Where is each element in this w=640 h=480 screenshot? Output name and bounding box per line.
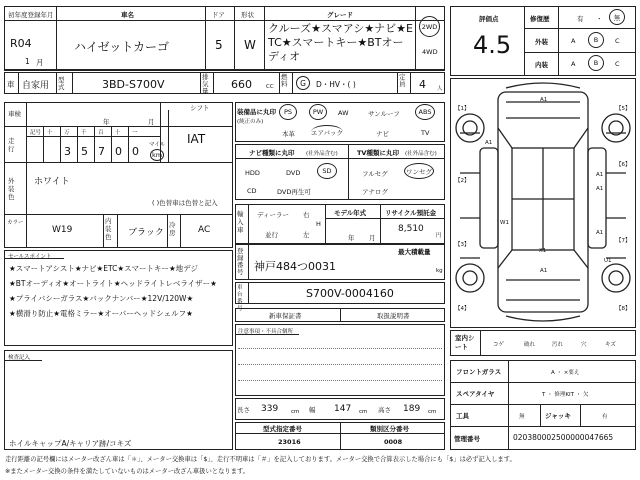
car-name: ハイゼットカーゴ [74,40,170,54]
interior-grade-a: A [571,60,576,68]
side-mark-8: 【8】 [616,306,631,312]
recycle-label: リサイクル預託金 [385,209,437,217]
displacement: 660 [231,78,252,91]
seat-kizu: キズ [605,342,616,348]
mileage-unit-km-circled: km [151,151,163,159]
side-mark-4: 【4】 [455,306,470,312]
exterior-grade-a: A [571,37,576,45]
damage-w1: W1 [500,220,509,226]
mileage-col-label: 一 [132,130,138,136]
notes-label: 注意事項・不具合個所 [238,329,294,335]
spare-tire-label: スペアタイヤ [456,390,495,398]
doors-label: ドア [212,11,225,19]
equip-aw: AW [338,109,349,117]
damage-a1-front: A1 [596,230,604,236]
reg-era-year: R04 [10,37,32,50]
equip-tv: TV [421,129,430,137]
color-code-label: カラー [7,220,24,226]
grade-label: グレード [327,11,353,19]
equip-ps-circled: PS [279,104,297,120]
score-value: 4.5 [473,31,512,59]
mileage-col-label: 十 [115,130,121,136]
drive-4wd: 4WD [422,48,438,56]
width-value: 147 [334,404,352,414]
seat-koge: コゲ [493,342,505,348]
footer-line-1: 走行距離の記号欄にはメーター改ざん車は「＊」、メーター交換車は「$」、走行不明車は「＃」を記入しております。メーター交換で合算表示した場合にも「$」は必ず記入します。 [5,456,516,463]
side-mark-7: 【7】 [616,238,631,244]
new-warranty-label: 新車保証書 [269,312,302,320]
import-dealer: ディーラー [257,211,289,219]
max-load-kg: kg [436,268,443,274]
mileage-digit: 7 [98,145,105,158]
shift-label: シフト [190,104,210,112]
equip-abs-circled: ABS [415,104,435,120]
car-name-label: 車名 [121,11,134,19]
interior-grade-circled: B [588,55,604,71]
mileage-col-label: 十 [47,130,53,136]
inspection-year: 年 [103,118,110,126]
damage-a1-bottom: A1 [540,268,548,274]
fuel-label: 燃料 [281,73,288,88]
exterior-color: ホワイト [34,177,70,187]
mileage-col-label: 千 [81,130,87,136]
exterior-grade-circled: B [588,32,604,48]
chassis-label: 車台番号 [237,285,243,312]
seat-yogore: 汚れ [552,342,564,348]
shape-label: 形状 [241,11,254,19]
persons-unit: 人 [437,86,443,92]
inspection-label: 車検 [8,110,21,118]
ac-value: AC [198,225,211,235]
sales-point-line-1: ★スマートアシスト★ナビ★ETC★スマートキー★地デジ [9,264,199,273]
manual-label: 取扱説明書 [377,312,410,320]
navi-dvd: DVD [286,169,301,177]
exterior-grade-c: C [615,37,620,45]
mileage-col-label: 百 [98,130,104,136]
inspector-label: 検査記入 [8,355,31,361]
front-glass-label: フロントガラス [456,368,502,376]
shape: W [244,38,256,52]
drive-2wd-circled: 2WD [419,16,440,37]
repair-label: 修復歴 [530,15,550,23]
ac-label: 冷房 [169,221,176,237]
displacement-label: 排気量 [202,73,209,95]
equip-sunroof: サンルーフ [368,110,400,118]
side-mark-5: 【5】 [616,106,631,112]
import-label: 輸入車 [237,210,244,234]
use: 自家用 [22,81,50,91]
reg-year-label: 初年度登録年月 [8,11,54,19]
recycle-value: 8,510 [398,224,424,234]
import-left: 左 [303,231,310,239]
jack-value: 有 [602,414,608,420]
tools-value: 無 [519,414,525,420]
vehicle-type: 車 [7,80,15,89]
length-unit: cm [291,409,300,415]
seat-label: 室内シート [455,334,475,351]
height-unit: cm [428,409,437,415]
model-label: 型式 [58,76,65,91]
damage-u1: U1 [604,258,612,264]
length-value: 339 [261,404,279,414]
score-label: 評価点 [479,15,499,23]
max-load-label: 最大積載量 [398,248,431,256]
interior-grade-c: C [615,60,620,68]
mileage-col-label: 万 [64,130,70,136]
side-mark-6: 【6】 [616,162,631,168]
model-year-year: 年 [348,234,355,242]
equip-airbag-partial-circle: エアバック [311,125,343,139]
length-label: 長さ [237,406,250,414]
mileage-digit: 0 [132,145,139,158]
row2-box [4,72,445,94]
tv-label: TV種類に丸印 [357,149,399,157]
inspection-month: 月 [148,118,155,126]
navi-sub: (社外品含む) [306,151,338,157]
class-label: 類別区分番号 [370,425,409,433]
control-label: 管理番号 [454,435,480,443]
sales-point-line-4: ★横滑り防止★電格ミラー★オーバーヘッドシェルフ★ [9,309,193,318]
sales-point-line-2: ★BTオーディオ★オートライト★ヘッドライトレベライザー★ [9,279,217,288]
equip-pw-circled: PW [309,104,327,120]
designation-label: 型式指定番号 [263,425,302,433]
mileage-digit: 3 [64,145,71,158]
tools-label: 工具 [456,412,469,420]
mileage-col-label: 記号 [30,130,42,136]
damage-a1-right2: A1 [596,186,604,192]
mileage-mile-label: マイル [149,142,166,148]
mileage-digit: 0 [115,145,122,158]
tv-sub: (社外品含む) [405,151,437,157]
spare-tire-value: T ・ 修理KIT ・ 欠 [542,392,589,398]
shift-value: IAT [187,132,206,146]
fuel-options: D・HV・( ) [316,80,356,89]
interior-color: ブラック [128,228,164,238]
equipment-sub: (純正のみ) [237,119,264,125]
doors: 5 [215,38,223,52]
import-right: 右 [303,211,310,219]
import-handle: H [316,220,321,228]
interior-grade-label: 内装 [535,61,548,69]
model-year-label: モデル年式 [334,209,367,217]
damage-a1-right: A1 [596,172,604,178]
tv-fullseg: フルセグ [362,170,388,178]
inspector-box [4,350,233,450]
equip-leather: 本革 [282,130,295,138]
seat-ana: 穴 [581,342,587,348]
side-mark-1: 【1】 [455,106,470,112]
reg-month: 1 [25,57,30,66]
navi-sd-circled: SD [317,163,337,179]
model-year-month: 月 [369,234,376,242]
car-diagram [450,78,636,328]
grade-value: クルーズ★スマアシ★ナビ★ETC★スマートキー★BTオーディオ [268,22,413,63]
chassis-value: S700V-0004160 [306,287,394,300]
repair-none-circled: 無 [609,9,625,25]
navi-cd: CD [247,187,257,195]
model: 3BD-S700V [102,78,165,91]
registration-label: 登録番号 [237,247,244,276]
navi-hdd: HDD [245,169,260,177]
cc-unit: CC [266,84,274,90]
exterior-grade-label: 外装 [535,38,548,46]
capacity: 4 [419,78,426,91]
width-label: 幅 [309,406,316,414]
equip-navi: ナビ [376,130,389,138]
height-value: 189 [403,404,421,414]
seat-yabure: 破れ [524,342,536,348]
mileage-digit: 5 [81,145,88,158]
navi-label: ナビ種類に丸印 [249,149,295,157]
jack-label: ジャッキ [545,412,571,420]
navi-dvd-play: DVD再生可 [277,188,311,196]
tv-oneseg-circled: ワンセグ [404,163,434,179]
damage-a1-left: A1 [485,140,493,146]
damage-x1: X1 [539,248,547,254]
registration-value: 神戸484つ0031 [254,260,336,273]
inspector-comment: ホイルキャップA/キャリア跡/コキズ [9,439,132,448]
footer-line-2: ※またメーター交換の条件を満たしていないものはメーター改ざん車扱いとなります。 [5,468,250,475]
color-code: W19 [52,225,73,235]
designation-value: 23016 [278,438,301,446]
side-mark-2: 【2】 [455,178,470,184]
damage-a1-top: A1 [540,97,548,103]
exterior-color-note: ( )色替車は色替と記入 [152,199,218,207]
class-value: 0008 [384,438,403,446]
import-parallel: 並行 [265,231,278,239]
sales-points-label: セールスポイント [8,254,52,260]
height-label: 高さ [378,406,391,414]
interior-color-label: 内装色 [105,217,112,241]
exterior-color-label: 外装色 [8,177,15,201]
width-unit: cm [359,409,368,415]
front-glass-value: A ・ ×要え [551,370,580,376]
tv-analog: アナログ [362,188,388,196]
mileage-label: 走行 [8,137,15,153]
fuel-gasoline-circled: G [296,76,310,90]
side-mark-3: 【3】 [455,242,470,248]
control-value: 020380002500000047665 [513,433,614,442]
capacity-label: 定員 [399,73,406,88]
recycle-yen: 円 [436,233,442,239]
equipment-label: 装備品に丸印 [237,108,276,116]
sales-point-line-3: ★プライバシーガラス★バックナンバー★12V/120W★ [9,294,194,303]
month-unit: 月 [36,58,44,67]
repair-has: 有 [577,15,584,23]
